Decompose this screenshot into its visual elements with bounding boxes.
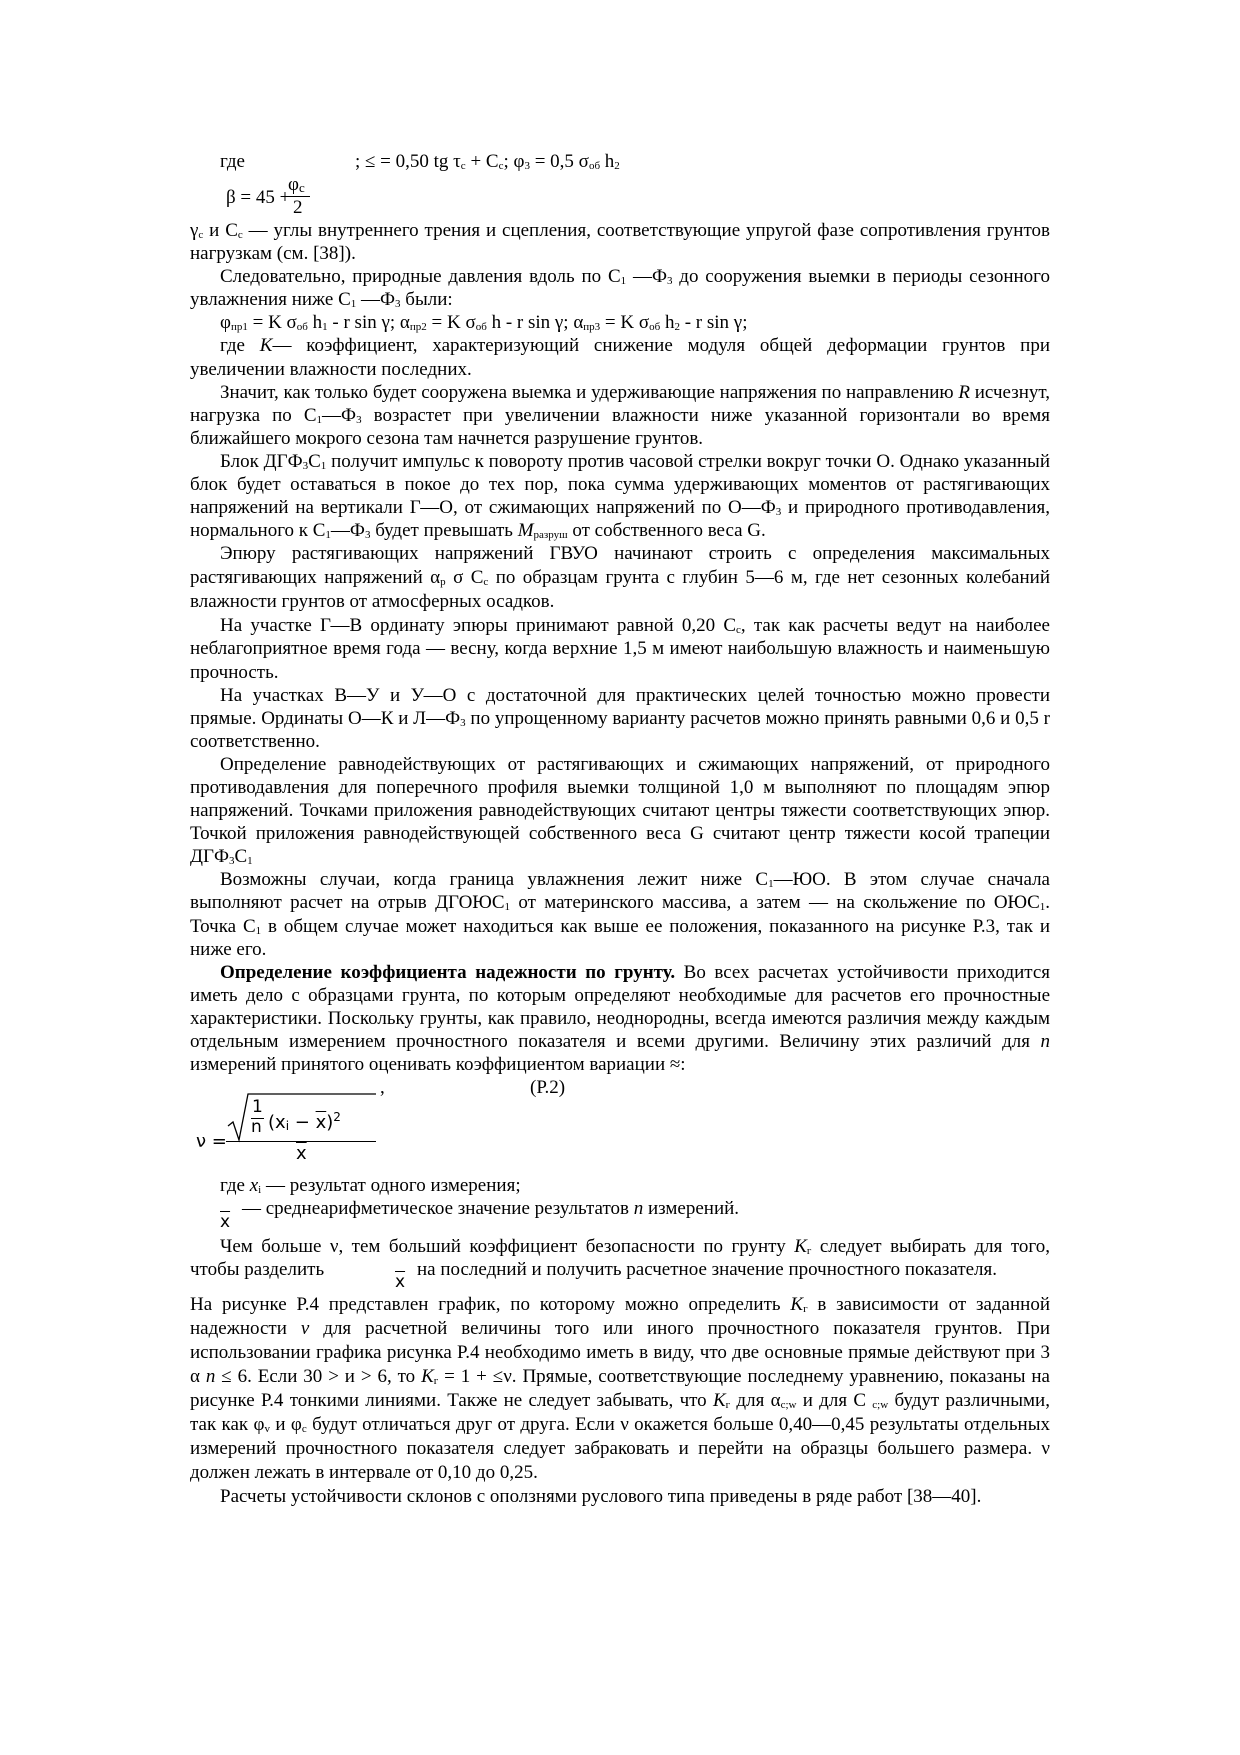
- mean-line: [190, 1197, 1050, 1235]
- formula-number: (Р.2): [530, 1077, 566, 1099]
- reliability-paragraph: Определение коэффициента надежности по грунту. Во всех расчетах устойчивости приходится иметь дело с образцами грунта, по которым определяют необходимые для расчетов его прочностные характеристики. Поскольку грунты, как правило, неоднородны, всегда имеются различия между каждым отдельным измерением прочностного показателя и всеми другими. Величину этих различий для n измерений принятого оценивать коэффициентом вариации ≈:: [190, 961, 1051, 1076]
- block-paragraph: Блок $ДГФ_3C_1$ получит импульс к повороту против часовой стрелки вокруг точки O. Однако указанный блок будет оставаться в покое до тех пор, пока сумма удерживающих моментов от растягивающих напряжений на вертикали Г—O, от сжимающих напряжений по $O—Ф_3$ и природного противодавления, нормального к $C_1—Ф_3$ будет превышать $M_{разруш}$ от собственного веса G.: [190, 450, 1050, 542]
- nu-lhs: ν =: [196, 1131, 227, 1153]
- cases-paragraph: Возможны случаи, когда граница увлажнения лежит ниже $C_1—ЮO$. В этом случае сначала выполняют расчет на отрыв $ДГОЮC_1$ от материнского массива, а затем — на скольжение по $OЮC_1$. Точка $C_1$ в общем случае может находиться как выше ее положения, показанного на рисунке Р.3, так и ниже его.: [190, 869, 1051, 960]
- sections2-paragraph: На участках В—У и У—O с достаточной для практических целей точностью можно провести прямые. Ординаты O—К и $Л—Ф_3$ по упрощенному варианту расчетов можно принять равными 0,6 и 0,5 r соответственно.: [190, 684, 1051, 752]
- section-heading: Определение коэффициента надежности по грунту.: [220, 961, 676, 983]
- one-over-n-den: n: [251, 1117, 262, 1138]
- resultant-paragraph: Определение равнодействующих от растягивающих и сжимающих напряжений, от природного противодавления для поперечного профиля выемки толщиной 1,0 м выполняют по площадям эпюр напряжений. Точками приложения равнодействующих считают центры тяжести соответствующих эпюр. Точкой приложения равнодействующей собственного веса G считают центр тяжести косой трапеции $ДГФ_3C_1$: [190, 753, 1050, 868]
- beta-lhs: β = 45 +: [226, 187, 291, 208]
- k-coefficient-paragraph: где K— коэффициент, характеризующий снижение модуля общей деформации грунтов при увеличении влажности последних.: [190, 335, 1050, 380]
- mean-text: — среднеарифметическое значение результатов n измерений.: [242, 1198, 740, 1220]
- beta-formula: [190, 173, 1050, 219]
- epura-paragraph: Эпюру растягивающих напряжений ГВУО начинают строить с определения максимальных растягивающих напряжений $\alpha_р$ σ $C_c$ по образцам грунта с глубин 5—6 м, где нет сезонных колебаний влажности грунтов от атмосферных осадков.: [190, 543, 1050, 613]
- excavation-paragraph: Значит, как только будет сооружена выемка и удерживающие напряжения по направлению R исчезнут, нагрузка по $C_1—Ф_3$ возрастет при увеличении влажности ниже указанной горизонтали во время ближайшего мокрого сезона там начнется разрушение грунтов.: [190, 381, 1050, 449]
- formula-comma: ,: [380, 1077, 385, 1099]
- where-line: где ; ≤ = 0,50 tg $\tau_c + C_c$; $\varphi_3 = 0,5$ $\sigma_{об}$ $h_2$: [220, 151, 620, 172]
- x-bar: $\overline{x}$: [315, 1112, 327, 1134]
- beta-denominator: 2: [293, 197, 303, 218]
- natural-pressure-paragraph: Следовательно, природные давления вдоль по $C_1$ $—Ф_3$ до сооружения выемки в периоды сезонного увлажнения ниже $C_1$ $—Ф_3$ были:: [190, 266, 1050, 311]
- section-paragraph: На участке Г—В ординату эпюры принимают равной 0,20 $C_c$, так как расчеты ведут на наиболее неблагоприятное время года — весну, когда верхние 1,5 м имеют наибольшую влажность и наименьшую прочность.: [190, 615, 1050, 683]
- more-line-1: Чем больше ν, тем больший коэффициент безопасности по грунту $K_г$ следует выбирать для того, чтобы разделить: [190, 1236, 1050, 1281]
- one-over-n-num: 1: [252, 1097, 263, 1118]
- figure-paragraph: На рисунке Р.4 представлен график, по которому можно определить $K_г$ в зависимости от заданной надежности ν для расчетной величины того или иного прочностного показателя грунтов. При использовании графика рисунка Р.4 необходимо иметь в виду, что две основные прямые действуют при 3 α n ≤ 6. Если 30 > и > 6, то $K_г = 1 + \le\nu$. Прямые, соответствующие последнему уравнению, показаны на рисунке Р.4 тонкими линиями. Также не следует забывать, что $K_г$ для $\alpha_{c;w}$ и для C $_{c;w}$ будут различными, так как $\varphi_v$ и $\varphi_c$ будут отличаться друг от друга. Если ν окажется больше 0,40—0,45 результаты отдельных измерений прочностного показателя следует забраковать и перейти на образцы большего размера. ν должен лежать в интервале от 0,10 до 0,25.: [190, 1294, 1050, 1484]
- where-x-line: где $x_i$ — результат одного измерения;: [220, 1175, 521, 1197]
- last-paragraph: Расчеты устойчивости склонов с оползнями руслового типа приведены в ряде работ [38—40].: [220, 1486, 982, 1508]
- sum-term: $(x_i - \overline{x})^2$: [268, 1110, 341, 1134]
- gamma-paragraph: $\gamma_c$ и $C_c$ — углы внутреннего трения и сцепления, соответствующие упругой фазе сопротивления грунтов нагрузкам (см. [38]).: [190, 220, 1050, 265]
- more-line-2: на последний и получить расчетное значение прочностного показателя.: [417, 1259, 998, 1281]
- x-bar-denominator: $\overline{x}$: [296, 1143, 307, 1165]
- pressure-formula: $\varphi_{пр1} = K$ $\sigma_{об}$ $h_1$ - r sin γ; $\alpha_{пр2} = K$ $\sigma_{об}$ h - r sin γ; $\alpha_{пр3} = K$ $\sigma_{об}$ $h_2$ - r sin γ;: [220, 312, 748, 334]
- where-word: где: [220, 151, 245, 172]
- x-bar-inline: $\overline{x}$: [395, 1272, 406, 1293]
- beta-numerator: $\varphi_c$: [288, 174, 305, 195]
- more-paragraph: [190, 1235, 1050, 1293]
- formula-text: ; ≤ = 0,50 tg τ: [354, 151, 461, 172]
- x-bar-symbol: $\overline{x}$: [220, 1212, 231, 1233]
- variation-formula: [190, 1076, 1050, 1174]
- document-page: [190, 150, 1050, 1508]
